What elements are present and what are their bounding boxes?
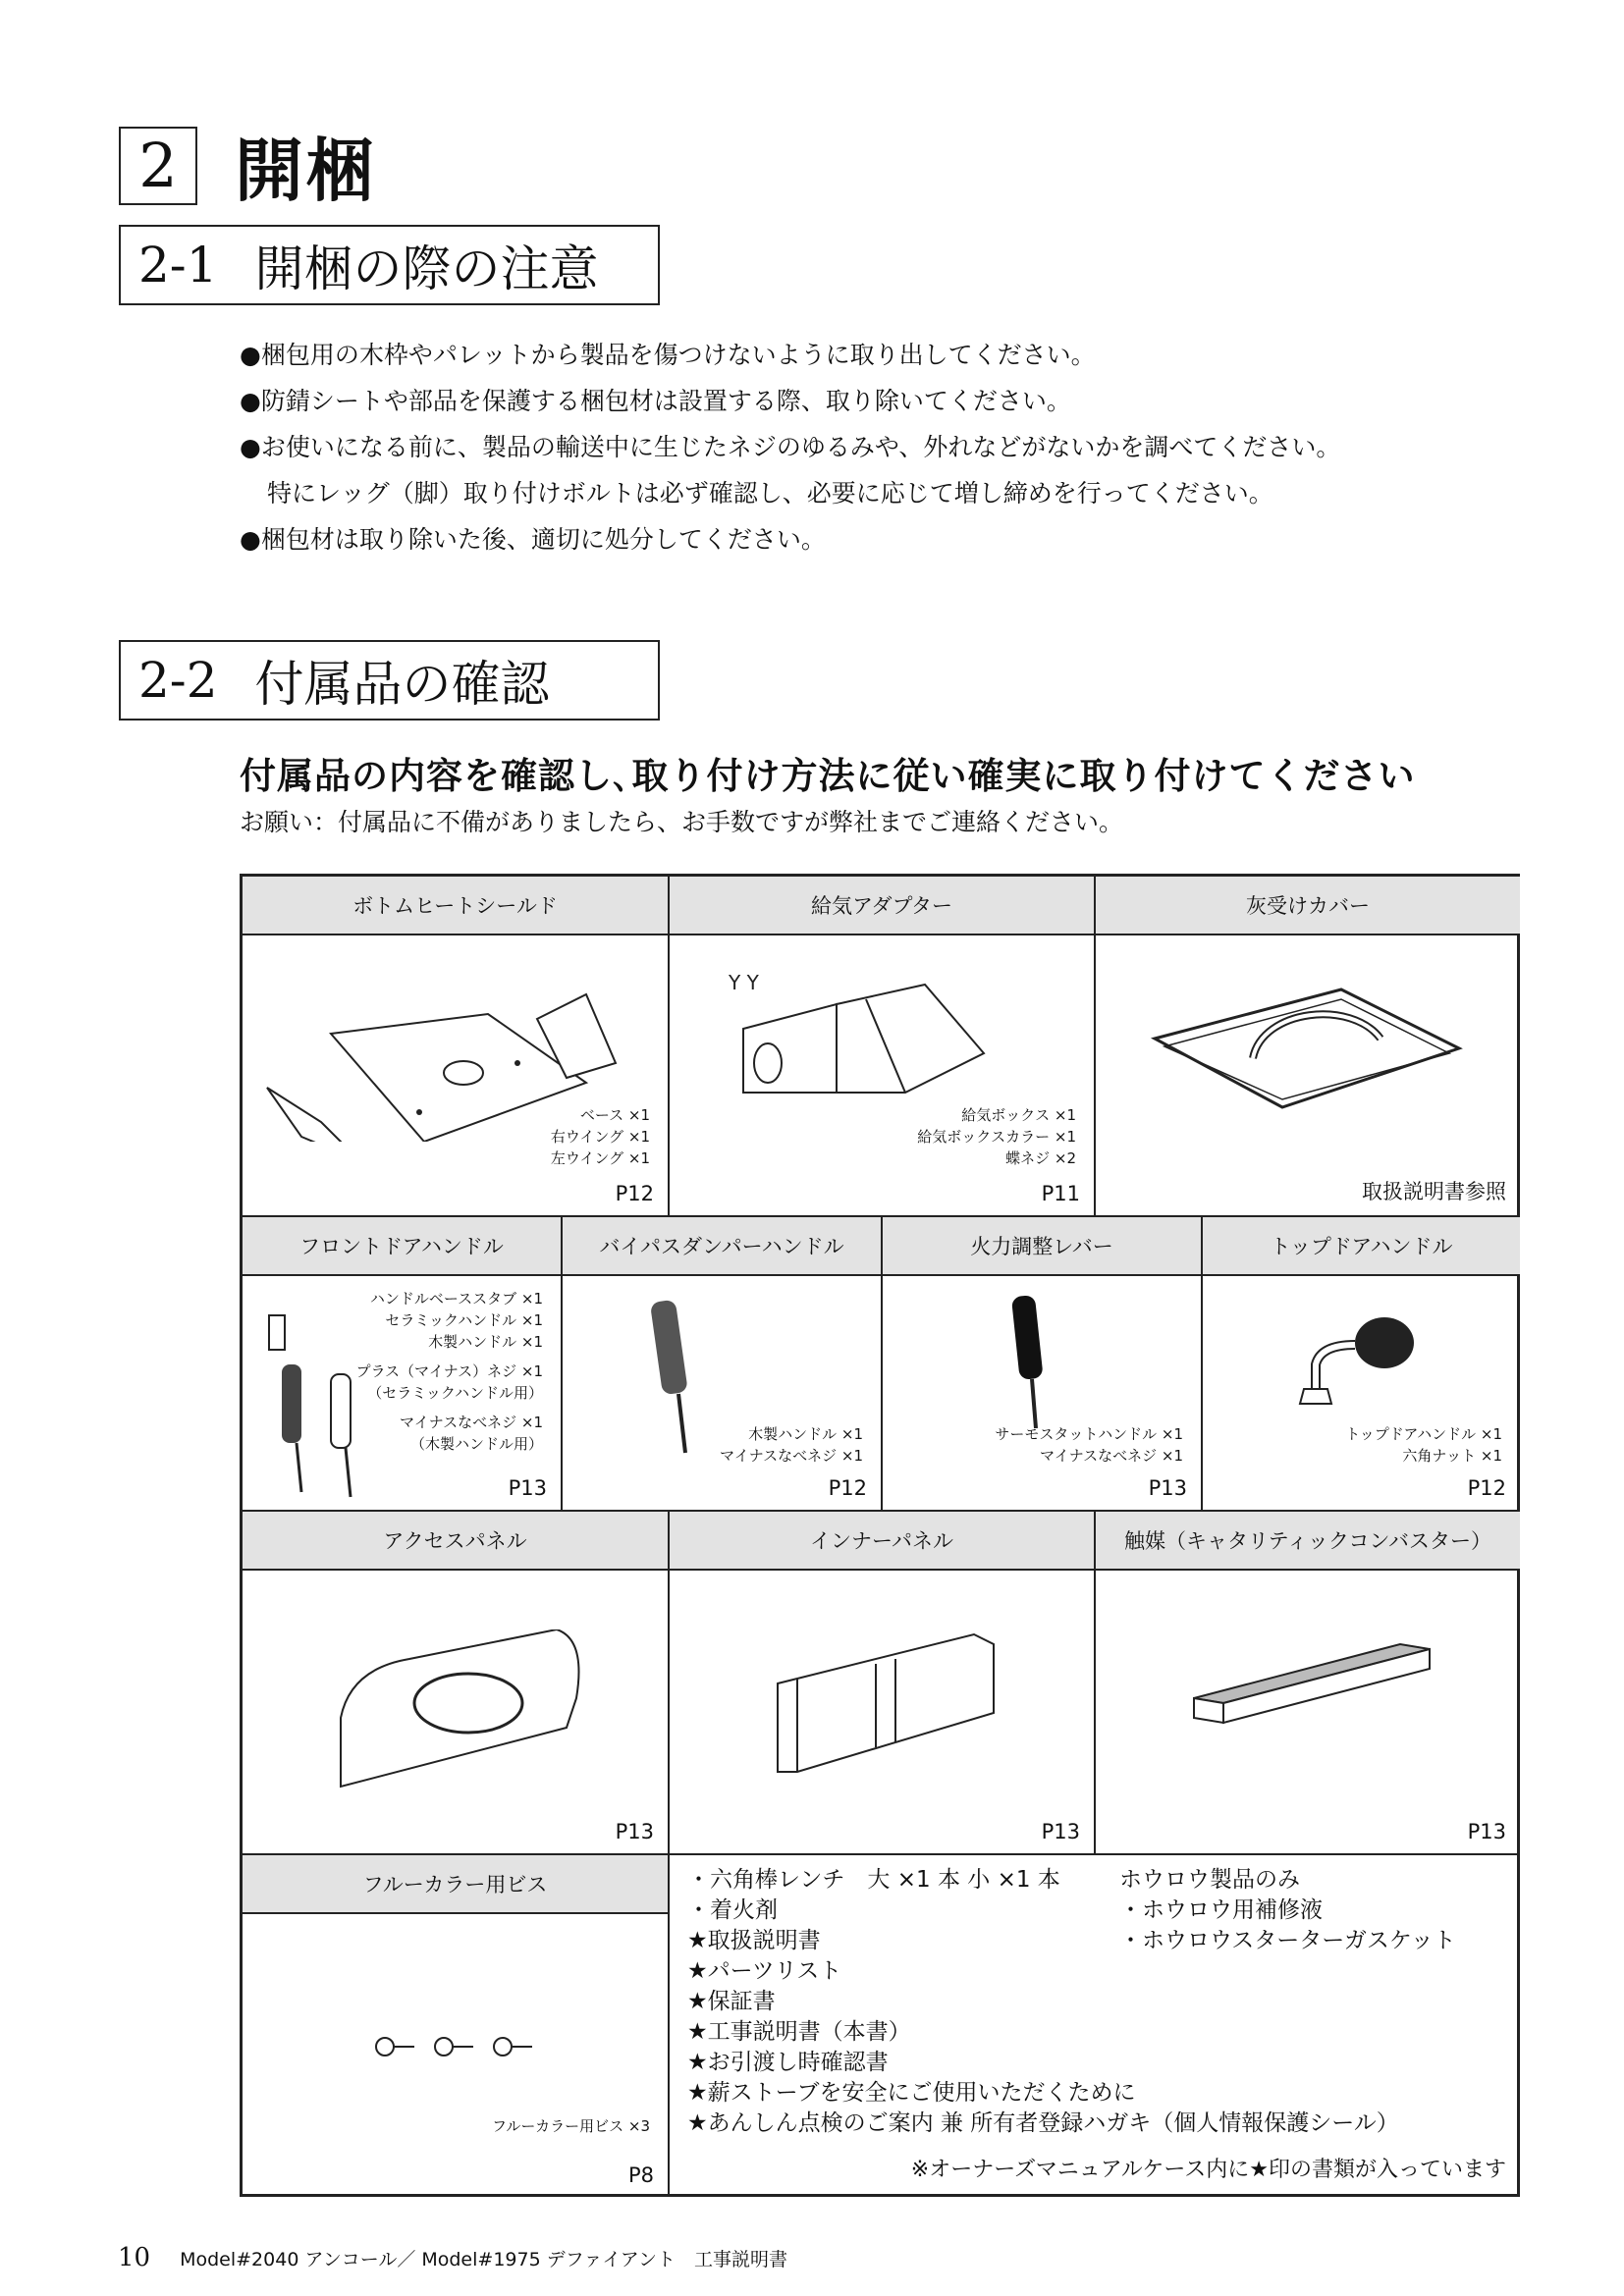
misc-note: ※オーナーズマニュアルケース内に★印の書類が入っています — [910, 2158, 1506, 2182]
catalyst-illustration — [1184, 1634, 1439, 1733]
part-cell-top-door-handle — [1203, 1276, 1520, 1512]
part-cell-flue-screws — [243, 1914, 670, 2197]
list-item: ★あんしん点検のご案内 兼 所有者登録ハガキ（個人情報保護シール） — [687, 2110, 1399, 2136]
page-ref: P13 — [1041, 1820, 1080, 1843]
item-text: トップドアハンドル ×1 — [1345, 1425, 1502, 1443]
item-text: 給気ボックス ×1 — [961, 1106, 1076, 1124]
cell-header: 灰受けカバー — [1096, 877, 1520, 935]
page-ref: P12 — [828, 1476, 867, 1500]
cell-header: 給気アダプター — [670, 877, 1096, 935]
part-items — [720, 1423, 863, 1467]
section-heading-2-1 — [119, 225, 660, 305]
list-item: ★工事説明書（本書） — [687, 2019, 911, 2045]
screws-illustration — [370, 2022, 547, 2071]
page-ref: P12 — [1467, 1476, 1506, 1500]
part-cell-inner-panel — [670, 1571, 1096, 1855]
list-item: ホウロウ製品のみ — [1119, 1867, 1300, 1893]
manual-reference: 取扱説明書参照 — [1362, 1180, 1506, 1203]
section-title: 付属品の確認 — [254, 656, 550, 713]
part-items — [1345, 1423, 1502, 1467]
svg-text:Y Y: Y Y — [729, 971, 759, 994]
part-cell-catalyst — [1096, 1571, 1520, 1855]
page-ref: P11 — [1041, 1182, 1080, 1205]
cell-header: フロントドアハンドル — [243, 1217, 563, 1276]
item-text: マイナスなべネジ ×1 — [400, 1414, 543, 1431]
misc-list-2 — [1119, 1865, 1456, 1956]
part-cell-bypass-damper-handle — [563, 1276, 883, 1512]
section-title: 開梱の際の注意 — [254, 240, 599, 297]
cell-header: バイパスダンパーハンドル — [563, 1217, 883, 1276]
list-item: ★パーツリスト — [687, 1958, 842, 1984]
cell-header: 火力調整レバー — [883, 1217, 1203, 1276]
cell-header: アクセスパネル — [243, 1512, 670, 1571]
list-item: ●お使いになる前に、製品の輸送中に生じたネジのゆるみや、外れなどがないかを調べてください。 — [240, 433, 1341, 461]
caution-list — [240, 332, 1340, 562]
part-items — [492, 2115, 650, 2137]
item-text: 右ウイング ×1 — [550, 1128, 650, 1146]
cell-header: インナーパネル — [670, 1512, 1096, 1571]
list-item: ・ホウロウ用補修液 — [1119, 1897, 1323, 1923]
chapter-heading — [119, 116, 376, 215]
part-cell-ash-cover — [1096, 935, 1520, 1217]
item-text: 木製ハンドル ×1 — [748, 1425, 863, 1443]
item-text: サーモスタットハンドル ×1 — [995, 1425, 1183, 1443]
access-panel-illustration — [331, 1629, 596, 1796]
item-text: プラス（マイナス）ネジ ×1 — [355, 1362, 543, 1380]
cell-header: フルーカラー用ビス — [243, 1855, 670, 1914]
page-ref: P12 — [615, 1182, 654, 1205]
part-cell-bottom-heat-shield — [243, 935, 670, 1217]
part-items — [995, 1423, 1183, 1467]
chapter-title: 開梱 — [235, 130, 376, 211]
item-text: ハンドルベーススタブ ×1 — [369, 1290, 543, 1308]
list-item: ★保証書 — [687, 1989, 776, 2014]
item-text: 蝶ネジ ×2 — [1005, 1149, 1076, 1167]
damper-handle-illustration — [641, 1296, 720, 1463]
intake-adapter-illustration — [729, 965, 1023, 1112]
section-number: 2-2 — [138, 652, 218, 709]
item-text: （木製ハンドル用） — [409, 1435, 543, 1453]
ash-cover-illustration — [1145, 970, 1479, 1117]
page-footer — [118, 2243, 787, 2272]
heat-lever-illustration — [1001, 1291, 1069, 1438]
item-text: 給気ボックスカラー ×1 — [917, 1128, 1076, 1146]
list-item: ・着火剤 — [687, 1897, 778, 1923]
cell-header: 触媒（キャタリティックコンバスター） — [1096, 1512, 1520, 1571]
cell-header: トップドアハンドル — [1203, 1217, 1520, 1276]
page-ref: P13 — [1148, 1476, 1187, 1500]
item-text: フルーカラー用ビス ×3 — [492, 2117, 650, 2135]
chapter-number: 2 — [119, 127, 197, 205]
item-text: マイナスなべネジ ×1 — [720, 1447, 863, 1465]
list-item: ・ホウロウスターターガスケット — [1119, 1928, 1456, 1953]
list-item: ●梱包用の木枠やパレットから製品を傷つけないように取り出してください。 — [240, 341, 1096, 369]
lead-text: 付属品の内容を確認し､取り付け方法に従い確実に取り付けてください — [240, 755, 1416, 797]
list-item: 特にレッグ（脚）取り付けボルトは必ず確認し、必要に応じて増し締めを行ってください。 — [267, 479, 1273, 507]
page-ref: P13 — [615, 1820, 654, 1843]
part-items — [551, 1104, 650, 1169]
item-text: 木製ハンドル ×1 — [428, 1333, 543, 1351]
part-items — [355, 1288, 543, 1455]
part-cell-intake-adapter — [670, 935, 1096, 1217]
section-number: 2-1 — [138, 237, 218, 294]
inner-panel-illustration — [768, 1625, 1013, 1782]
list-item: ★お引渡し時確認書 — [687, 2050, 889, 2075]
list-item: ・六角棒レンチ 大 ×1 本 小 ×1 本 — [687, 1867, 1060, 1893]
item-text: マイナスなべネジ ×1 — [1040, 1447, 1183, 1465]
item-text: セラミックハンドル ×1 — [385, 1311, 543, 1329]
item-text: ベース ×1 — [579, 1106, 650, 1124]
part-cell-access-panel — [243, 1571, 670, 1855]
part-cell-front-door-handle — [243, 1276, 563, 1512]
item-text: （セラミックハンドル用） — [367, 1384, 543, 1402]
list-item: ●梱包材は取り除いた後、適切に処分してください。 — [240, 525, 826, 554]
cell-header: ボトムヒートシールド — [243, 877, 670, 935]
page-number: 10 — [118, 2243, 151, 2272]
list-item: ●防錆シートや部品を保護する梱包材は設置する際、取り除いてください。 — [240, 387, 1071, 415]
list-item: ★薪ストーブを安全にご使用いただくために — [687, 2080, 1136, 2106]
page-ref: P13 — [508, 1476, 547, 1500]
item-text: 六角ナット ×1 — [1402, 1447, 1502, 1465]
request-note: お願い：付属品に不備がありましたら、お手数ですが弊社までご連絡ください。 — [240, 808, 1124, 836]
part-cell-heat-lever — [883, 1276, 1203, 1512]
page-ref: P8 — [627, 2163, 654, 2187]
section-heading-2-2 — [119, 640, 660, 721]
top-handle-illustration — [1296, 1306, 1434, 1414]
part-items — [917, 1104, 1076, 1169]
page-ref: P13 — [1467, 1820, 1506, 1843]
footer-text: Model#2040 アンコール／ Model#1975 デファイアント 工事説明書 — [180, 2249, 788, 2270]
item-text: 左ウイング ×1 — [550, 1149, 650, 1167]
list-item: ★取扱説明書 — [687, 1928, 821, 1953]
